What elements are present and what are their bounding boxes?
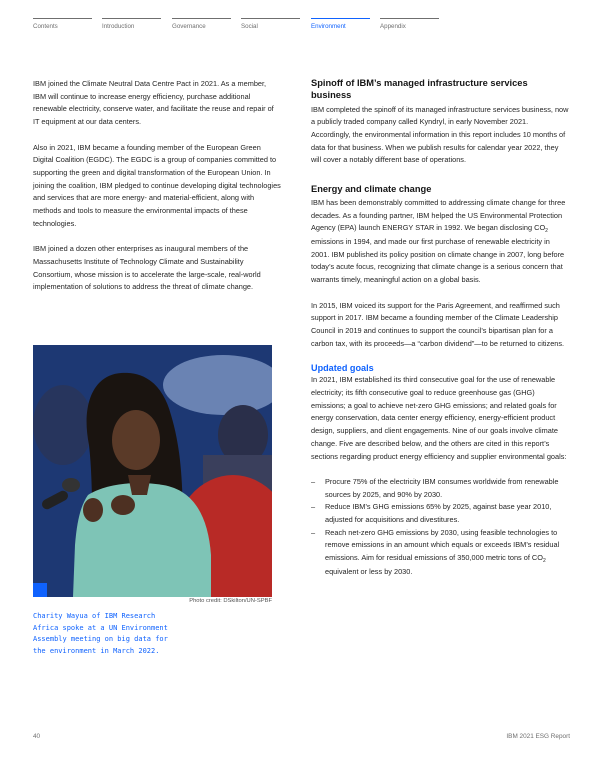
updated-goals-heading: Updated goals [311, 363, 374, 374]
tab-contents[interactable]: Contents [33, 18, 92, 30]
dash-bullet: – [311, 527, 316, 537]
list-item [311, 501, 569, 526]
photo-caption: Charity Wayua of IBM Research Africa spoke at a UN Environment Assembly meeting on big data for the environment in March 2022. [33, 612, 168, 655]
energy-paragraph-2: In 2015, IBM voiced its support for the Paris Agreement, and reaffirmed such support in 2017. IBM became a founding member of the Climate Leadership Council in 2019 and continues to support the council’s bipartisan plan for a carbon tax, with its proceeds—a “carbon dividend”—to be returned to citizens. [311, 300, 565, 348]
egdc-paragraph: Also in 2021, IBM became a founding member of the European Green Digital Coalition (EGDC). The EGDC is a group of companies committed to supporting the green and digital transformation of the European Union. In joining the coalition, IBM pledged to continue developing digital technologies and services that are more energy- and material-efficient, along with methods and tools to measure the environmental impacts of these technologies. [33, 142, 281, 228]
speaker-photo [33, 345, 272, 597]
report-title: IBM 2021 ESG Report [506, 733, 570, 740]
updated-goals-paragraph: In 2021, IBM established its third consecutive goal for the use of renewable electricity; its fifth consecutive goal to reduce greenhouse gas (GHG) emissions; a goal to achieve net-zero GHG emissions; and related goals for energy conservation, data center energy efficiency, energy-efficient product design, suppliers, and client engagements. Nine of our goals involve climate change. Five are described below, and the others are cited in this report’s sections regarding product energy efficiency and supplier environmental goals: [311, 375, 567, 461]
mit-consortium-paragraph: IBM joined a dozen other enterprises as inaugural members of the Massachusetts Institute of Technology Climate and Sustainability Consortium, whose mission is to accelerate the large-scale, real-world implementation of solutions to address the threat of climate change. [33, 244, 261, 292]
co2-subscript: 2 [542, 558, 546, 565]
photo-credit: Photo credit: DSkilton/UN-SPBF [189, 598, 272, 604]
tab-introduction[interactable]: Introduction [102, 18, 161, 30]
list-item [311, 527, 569, 579]
climate-neutral-pact-paragraph: IBM joined the Climate Neutral Data Centre Pact in 2021. As a member, IBM will continue to increase energy efficiency, purchase additional renewable electricity, conserve water, and facilitate the reuse and repair of IT equipment at our data centers. [33, 79, 274, 127]
tab-appendix[interactable]: Appendix [380, 18, 439, 30]
energy-climate-heading: Energy and climate change [311, 184, 432, 195]
photo-corner-accent [33, 583, 47, 597]
dash-bullet: – [311, 502, 316, 512]
goal-netzero-text-part2: equivalent or less by 2030. [325, 566, 413, 576]
speaker-illustration [33, 345, 272, 597]
spinoff-paragraph: IBM completed the spinoff of its managed infrastructure services business, now a publicly traded company called Kyndryl, in early November 2021. Accordingly, the environmental information in this report includes 10 months of data for that business. When we publish results for calendar year 2022, they will cover a notably different base of operations. [311, 104, 569, 165]
energy-text-part2: emissions in 1994, and made our first purchase of renewable electricity in 2001. IBM published its policy position on climate change in 2007, long before today’s acute focus, recognizing that climate change is a serious concern that warrants timely, meaningful action on a global basis. [311, 237, 565, 285]
energy-paragraph-1 [311, 197, 569, 287]
energy-text-part1: IBM has been demonstrably committed to addressing climate change for three decades. As a founding partner, IBM helped the US Environmental Protection Agency (EPA) launch ENERGY STAR in 1992. We began disclosing CO [311, 197, 566, 233]
goal-ghg-text: Reduce IBM’s GHG emissions 65% by 2025, against base year 2010, adjusted for acquisitions and divestitures. [325, 502, 552, 525]
right-column [311, 78, 569, 579]
co2-subscript: 2 [545, 228, 548, 235]
tab-governance[interactable]: Governance [172, 18, 231, 30]
goals-list [311, 476, 569, 579]
top-nav [33, 18, 573, 38]
spinoff-heading: Spinoff of IBM’s managed infrastructure services business [311, 78, 528, 100]
tab-social[interactable]: Social [241, 18, 300, 30]
left-column [33, 78, 281, 294]
tab-environment[interactable]: Environment [311, 18, 370, 30]
goal-renewable-text: Procure 75% of the electricity IBM consumes worldwide from renewable sources by 2025, and 90% by 2030. [325, 476, 559, 499]
dash-bullet: – [311, 476, 316, 486]
goal-netzero-text-part1: Reach net-zero GHG emissions by 2030, using feasible technologies to remove emissions in an amount which equals or exceeds IBM’s residual emissions. Aim for residual emissions of 350,000 metric tons of CO [325, 527, 560, 563]
page-number: 40 [33, 733, 41, 740]
list-item [311, 476, 569, 501]
